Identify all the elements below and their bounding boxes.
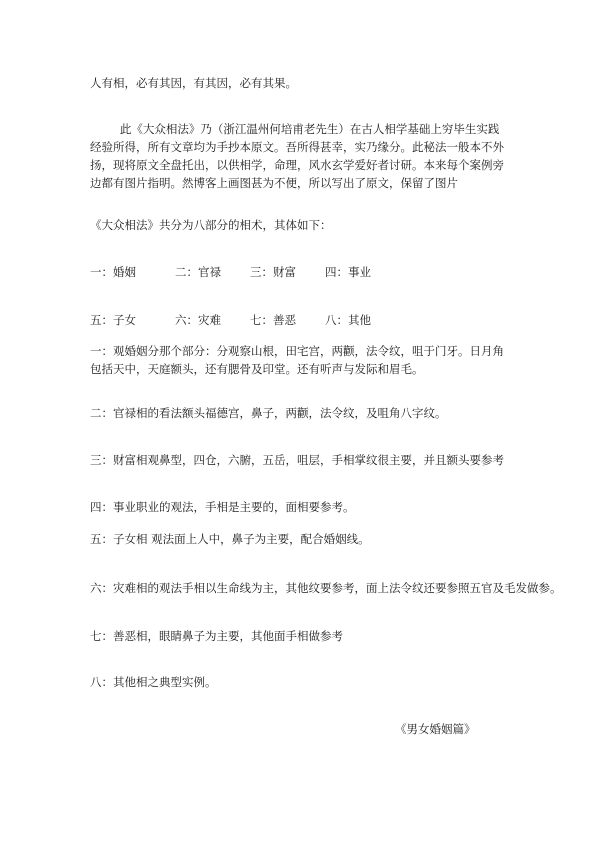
category-disaster: 六：灾难 <box>175 313 221 327</box>
detail-disaster: 六：灾难相的观法手相以生命线为主，其他纹要参考，面上法令纹还要参照五官及毛发做参。 <box>90 581 562 595</box>
category-good-evil: 七：善恶 <box>250 313 296 327</box>
detail-official: 二：官禄相的看法额头福德宫，鼻子，两颧，法令纹，及咀角八字纹。 <box>90 406 447 420</box>
detail-marriage: 一：观婚姻分那个部分：分观察山根，田宅宫，两颧，法令纹，咀于门牙。日月角包括天中，天庭额头，还有腮骨及印堂。还有听声与发际和眉毛。 <box>90 344 504 376</box>
category-official: 二：官禄 <box>175 265 221 279</box>
category-marriage: 一：婚姻 <box>90 265 136 279</box>
next-section-title: 《男女婚姻篇》 <box>395 722 476 736</box>
detail-children: 五：子女相 观法面上人中，鼻子为主要，配合婚姻线。 <box>90 532 370 546</box>
category-career: 四：事业 <box>325 265 371 279</box>
intro-paragraph: 此《大众相法》乃（浙江温州何培甫老先生）在古人相学基础上穷毕生实践经验所得，所有文章均为手抄本原文。吾所得甚幸，实乃缘分。此秘法一般本不外扬，现将原文全盘托出，以供相学，命理，风水玄学爱好者讨研。本来每个案例旁边都有图片指明。然博客上画图甚为不便，所以写出了原文，保留了图片 <box>90 122 504 190</box>
category-other: 八：其他 <box>325 313 371 327</box>
category-wealth: 三：财富 <box>250 265 296 279</box>
opening-line: 人有相，必有其因，有其因，必有其果。 <box>90 76 297 90</box>
detail-good-evil: 七：善恶相，眼睛鼻子为主要，其他面手相做参考 <box>90 629 343 643</box>
detail-career: 四：事业职业的观法，手相是主要的，面相要参考。 <box>90 500 355 514</box>
detail-other: 八：其他相之典型实例。 <box>90 675 217 689</box>
detail-wealth: 三：财富相观鼻型，四仓，六腑，五岳，咀层，手相掌纹很主要，并且额头要参考 <box>90 453 504 467</box>
overview-line: 《大众相法》共分为八部分的相术，其体如下： <box>90 218 332 232</box>
category-children: 五：子女 <box>90 313 136 327</box>
